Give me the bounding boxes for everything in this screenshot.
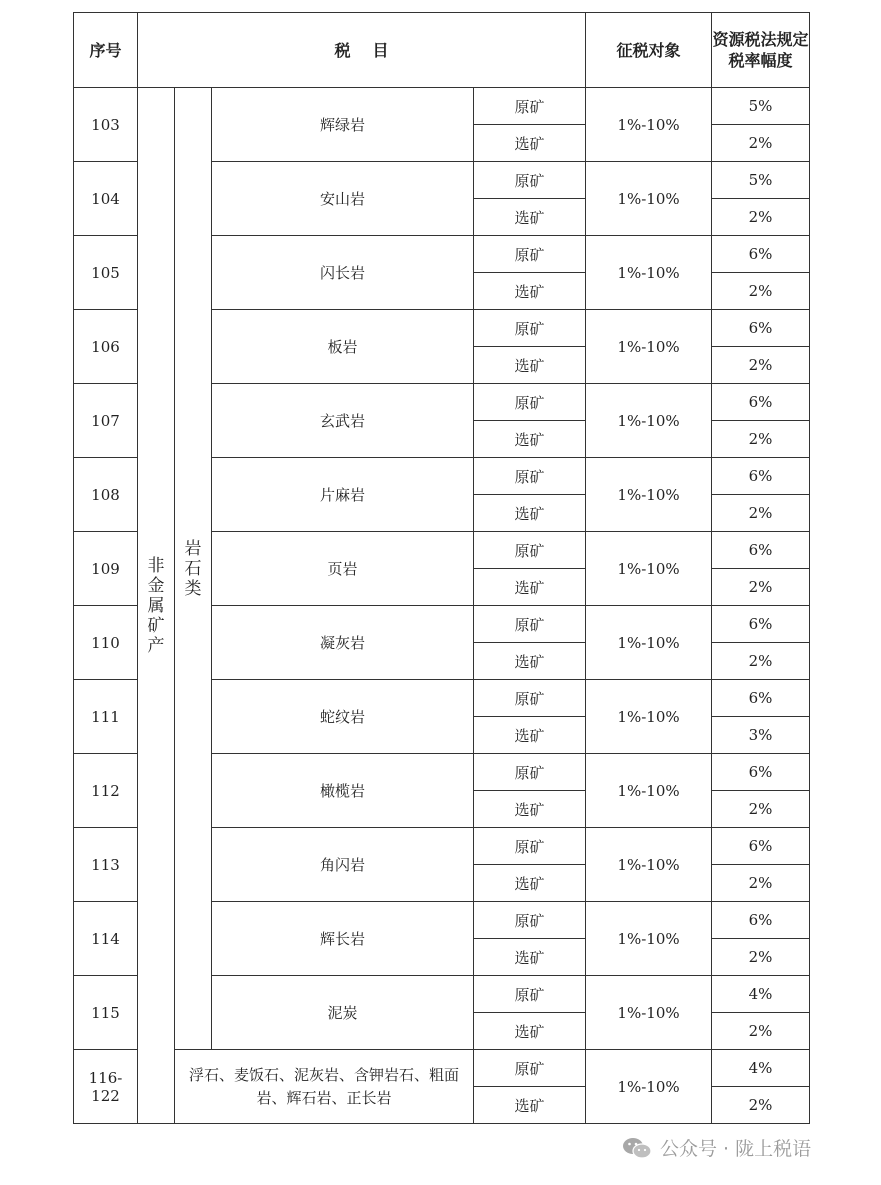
object-raw: 原矿 bbox=[474, 1050, 586, 1087]
rate-selected: 2% bbox=[712, 1013, 810, 1050]
rate-range: 1%-10% bbox=[586, 532, 712, 606]
seq-cell: 115 bbox=[74, 976, 138, 1050]
header-row bbox=[74, 13, 810, 88]
rate-raw: 6% bbox=[712, 384, 810, 421]
tax-item-name: 辉绿岩 bbox=[212, 88, 474, 162]
header-range: 资源税法规定 税率幅度 bbox=[712, 13, 810, 88]
tax-item-name: 片麻岩 bbox=[212, 458, 474, 532]
seq-cell: 113 bbox=[74, 828, 138, 902]
object-selected: 选矿 bbox=[474, 643, 586, 680]
tax-item-name: 橄榄岩 bbox=[212, 754, 474, 828]
wechat-icon bbox=[622, 1136, 652, 1160]
object-selected: 选矿 bbox=[474, 199, 586, 236]
object-selected: 选矿 bbox=[474, 273, 586, 310]
rate-raw: 4% bbox=[712, 976, 810, 1013]
seq-cell: 110 bbox=[74, 606, 138, 680]
header-tax-item-a: 税 bbox=[334, 40, 351, 60]
seq-cell: 105 bbox=[74, 236, 138, 310]
rate-selected: 2% bbox=[712, 643, 810, 680]
rate-raw: 6% bbox=[712, 458, 810, 495]
rate-selected: 2% bbox=[712, 1087, 810, 1124]
rate-raw: 6% bbox=[712, 310, 810, 347]
rate-selected: 2% bbox=[712, 125, 810, 162]
rate-raw: 6% bbox=[712, 902, 810, 939]
rate-selected: 2% bbox=[712, 569, 810, 606]
object-selected: 选矿 bbox=[474, 939, 586, 976]
category-label: 非金属矿产 bbox=[147, 555, 165, 656]
object-raw: 原矿 bbox=[474, 88, 586, 125]
object-selected: 选矿 bbox=[474, 569, 586, 606]
object-selected: 选矿 bbox=[474, 1087, 586, 1124]
seq-cell: 109 bbox=[74, 532, 138, 606]
object-selected: 选矿 bbox=[474, 865, 586, 902]
object-raw: 原矿 bbox=[474, 754, 586, 791]
rate-range: 1%-10% bbox=[586, 384, 712, 458]
object-selected: 选矿 bbox=[474, 421, 586, 458]
seq-cell: 104 bbox=[74, 162, 138, 236]
tax-item-name: 泥炭 bbox=[212, 976, 474, 1050]
object-selected: 选矿 bbox=[474, 791, 586, 828]
rate-raw: 6% bbox=[712, 828, 810, 865]
rate-range: 1%-10% bbox=[586, 162, 712, 236]
object-raw: 原矿 bbox=[474, 976, 586, 1013]
object-raw: 原矿 bbox=[474, 606, 586, 643]
category-cell bbox=[138, 88, 175, 1124]
tax-item-name: 辉长岩 bbox=[212, 902, 474, 976]
rate-selected: 2% bbox=[712, 939, 810, 976]
rate-range: 1%-10% bbox=[586, 680, 712, 754]
header-object: 征税对象 bbox=[586, 13, 712, 88]
rate-range: 1%-10% bbox=[586, 310, 712, 384]
table-row bbox=[74, 1050, 810, 1087]
tax-item-name: 页岩 bbox=[212, 532, 474, 606]
subcategory-cell bbox=[175, 88, 212, 1050]
seq-cell: 106 bbox=[74, 310, 138, 384]
tax-item-name: 角闪岩 bbox=[212, 828, 474, 902]
rate-raw: 5% bbox=[712, 88, 810, 125]
tax-item-name: 安山岩 bbox=[212, 162, 474, 236]
object-raw: 原矿 bbox=[474, 902, 586, 939]
rate-range: 1%-10% bbox=[586, 828, 712, 902]
rate-selected: 2% bbox=[712, 865, 810, 902]
rate-raw: 6% bbox=[712, 532, 810, 569]
object-raw: 原矿 bbox=[474, 828, 586, 865]
object-raw: 原矿 bbox=[474, 310, 586, 347]
tax-item-name: 蛇纹岩 bbox=[212, 680, 474, 754]
rate-raw: 5% bbox=[712, 162, 810, 199]
tax-item-name: 板岩 bbox=[212, 310, 474, 384]
tax-item-name: 闪长岩 bbox=[212, 236, 474, 310]
rate-range: 1%-10% bbox=[586, 1050, 712, 1124]
seq-cell: 114 bbox=[74, 902, 138, 976]
rate-range: 1%-10% bbox=[586, 458, 712, 532]
tax-item-name: 玄武岩 bbox=[212, 384, 474, 458]
object-raw: 原矿 bbox=[474, 236, 586, 273]
object-raw: 原矿 bbox=[474, 162, 586, 199]
rate-selected: 2% bbox=[712, 273, 810, 310]
object-selected: 选矿 bbox=[474, 347, 586, 384]
object-raw: 原矿 bbox=[474, 458, 586, 495]
header-seq: 序号 bbox=[74, 13, 138, 88]
rate-range: 1%-10% bbox=[586, 606, 712, 680]
rate-raw: 6% bbox=[712, 606, 810, 643]
seq-cell: 112 bbox=[74, 754, 138, 828]
rate-selected: 2% bbox=[712, 791, 810, 828]
subcategory-label: 岩石类 bbox=[184, 538, 202, 599]
rate-range: 1%-10% bbox=[586, 236, 712, 310]
rate-raw: 6% bbox=[712, 236, 810, 273]
object-selected: 选矿 bbox=[474, 1013, 586, 1050]
rate-selected: 3% bbox=[712, 717, 810, 754]
rate-raw: 4% bbox=[712, 1050, 810, 1087]
rate-raw: 6% bbox=[712, 754, 810, 791]
seq-cell: 116- 122 bbox=[74, 1050, 138, 1124]
object-raw: 原矿 bbox=[474, 532, 586, 569]
object-selected: 选矿 bbox=[474, 717, 586, 754]
rate-selected: 2% bbox=[712, 347, 810, 384]
rate-selected: 2% bbox=[712, 421, 810, 458]
object-selected: 选矿 bbox=[474, 125, 586, 162]
rate-selected: 2% bbox=[712, 199, 810, 236]
table-row bbox=[74, 88, 810, 125]
object-selected: 选矿 bbox=[474, 495, 586, 532]
rate-raw: 6% bbox=[712, 680, 810, 717]
watermark bbox=[618, 1132, 815, 1163]
tax-item-name: 浮石、麦饭石、泥灰岩、含钾岩石、粗面岩、辉石岩、正长岩 bbox=[175, 1050, 474, 1124]
rate-range: 1%-10% bbox=[586, 88, 712, 162]
header-tax-item-b: 目 bbox=[372, 40, 389, 60]
seq-cell: 103 bbox=[74, 88, 138, 162]
header-tax-item bbox=[138, 13, 586, 88]
rate-range: 1%-10% bbox=[586, 976, 712, 1050]
rate-range: 1%-10% bbox=[586, 754, 712, 828]
seq-cell: 108 bbox=[74, 458, 138, 532]
rate-selected: 2% bbox=[712, 495, 810, 532]
object-raw: 原矿 bbox=[474, 384, 586, 421]
tax-rate-table bbox=[73, 12, 810, 1124]
tax-item-name: 凝灰岩 bbox=[212, 606, 474, 680]
watermark-text: 公众号 · 陇上税语 bbox=[660, 1138, 812, 1160]
seq-cell: 107 bbox=[74, 384, 138, 458]
seq-cell: 111 bbox=[74, 680, 138, 754]
object-raw: 原矿 bbox=[474, 680, 586, 717]
rate-range: 1%-10% bbox=[586, 902, 712, 976]
